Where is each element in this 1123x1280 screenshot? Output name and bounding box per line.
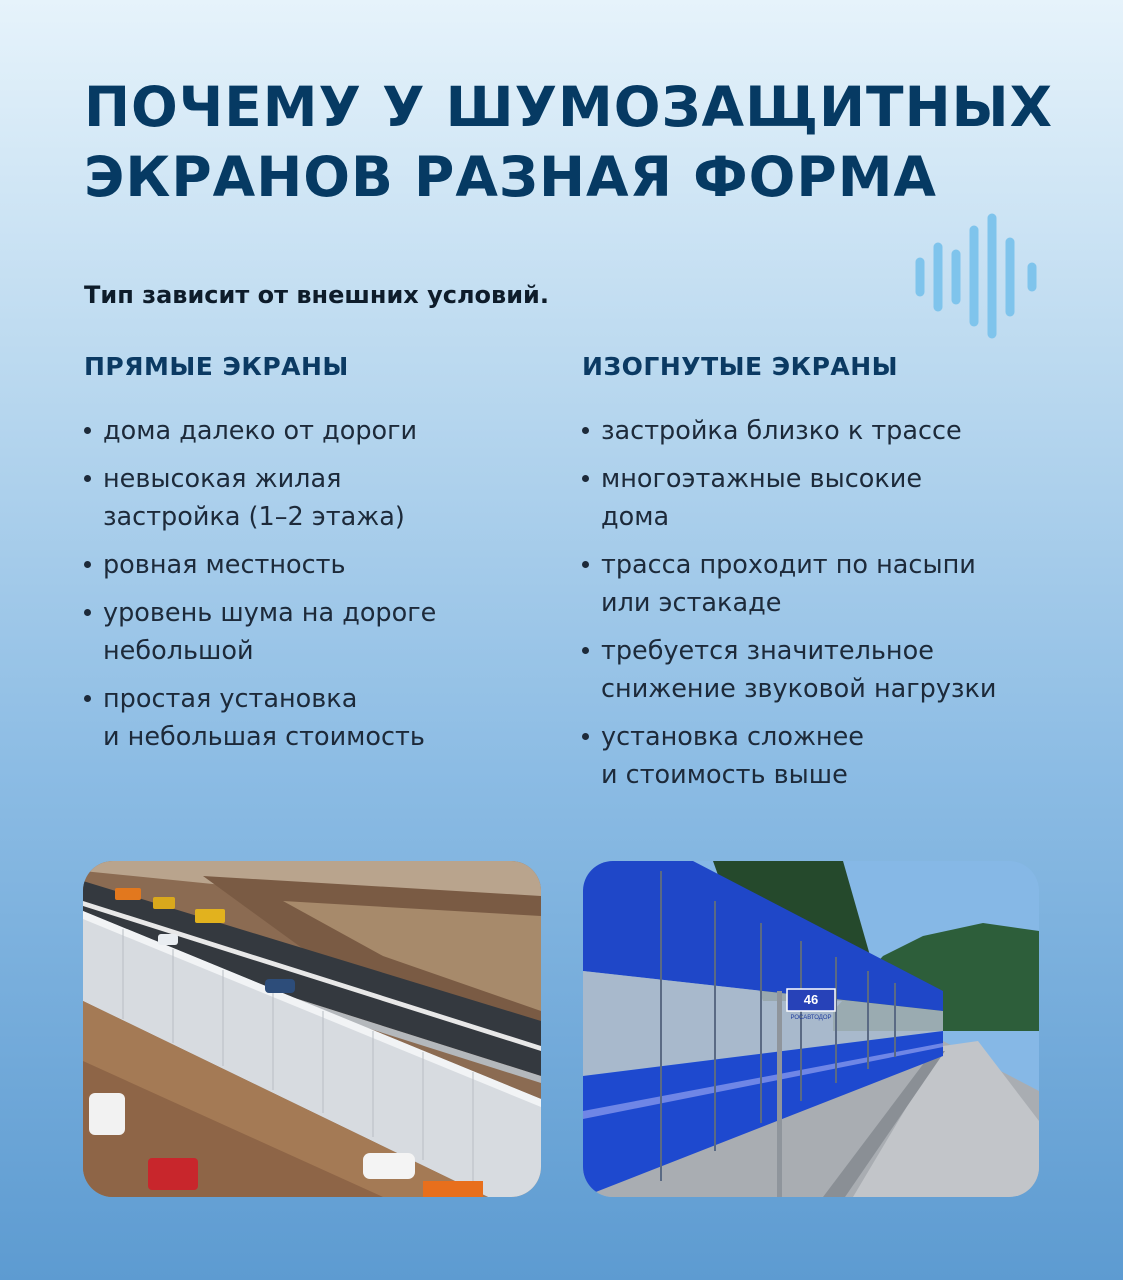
column-heading: ИЗОГНУТЫЕ ЭКРАНЫ xyxy=(582,352,899,381)
list-item: простая установка и небольшая стоимость xyxy=(84,680,554,756)
column-straight-screens xyxy=(84,348,554,766)
bullet-icon xyxy=(582,475,589,482)
bullet-icon xyxy=(582,427,589,434)
page-title xyxy=(84,72,1064,212)
list-item: многоэтажные высокие дома xyxy=(582,460,1062,536)
bullet-icon xyxy=(84,609,91,616)
list-item: дома далеко от дороги xyxy=(84,412,554,450)
bullet-icon xyxy=(582,647,589,654)
photo-straight-screens xyxy=(83,861,541,1197)
list-item: невысокая жилая застройка (1–2 этажа) xyxy=(84,460,554,536)
sign-number: 46 xyxy=(803,992,819,1007)
bullet-list xyxy=(84,412,554,756)
list-item: установка сложнее и стоимость выше xyxy=(582,718,1062,794)
bullet-icon xyxy=(84,427,91,434)
list-item: застройка близко к трассе xyxy=(582,412,1062,450)
list-item: трасса проходит по насыпи или эстакаде xyxy=(582,546,1062,622)
sound-wave-icon xyxy=(912,212,1044,340)
photo-curved-screens xyxy=(583,861,1039,1197)
bullet-icon xyxy=(582,561,589,568)
list-item: ровная местность xyxy=(84,546,554,584)
sign-caption: РОСАВТОДОР xyxy=(790,1015,832,1021)
curved-screens-image xyxy=(583,861,1039,1197)
bullet-icon xyxy=(84,475,91,482)
straight-screens-image xyxy=(83,861,541,1197)
bullet-icon xyxy=(582,733,589,740)
list-item: уровень шума на дороге небольшой xyxy=(84,594,554,670)
list-item: требуется значительное снижение звуковой нагрузки xyxy=(582,632,1062,708)
page-title-line-2: ЭКРАНОВ РАЗНАЯ ФОРМА xyxy=(84,145,938,209)
subtitle: Тип зависит от внешних условий. xyxy=(84,281,549,309)
column-heading: ПРЯМЫЕ ЭКРАНЫ xyxy=(84,352,349,381)
column-curved-screens xyxy=(582,348,1062,804)
bullet-icon xyxy=(84,695,91,702)
bullet-list xyxy=(582,412,1062,794)
bullet-icon xyxy=(84,561,91,568)
page-title-line-1: ПОЧЕМУ У ШУМОЗАЩИТНЫХ xyxy=(84,75,1053,139)
